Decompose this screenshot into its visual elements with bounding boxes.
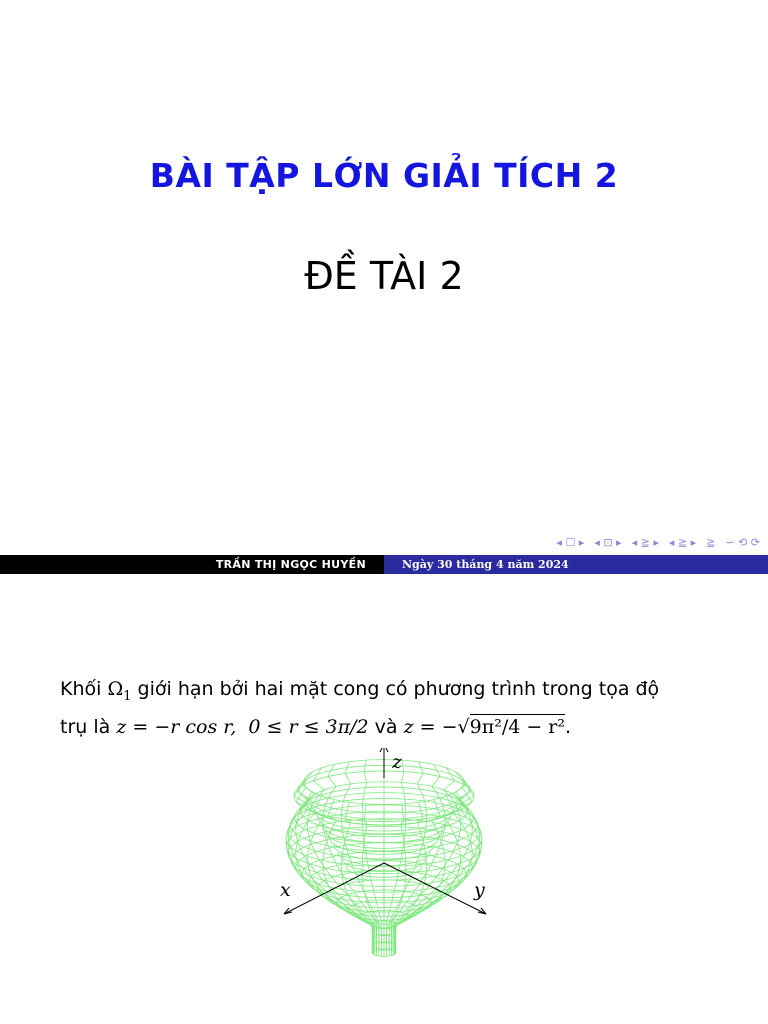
equation-surface-2-radicand: 9π²/4 − r² — [469, 715, 566, 738]
mesh-plot — [272, 748, 502, 968]
nav-section-icon[interactable]: ◂ ≧ ▸ — [631, 536, 659, 549]
equation-surface-2-prefix: z = − — [403, 715, 458, 738]
solid-mesh-figure — [272, 748, 502, 968]
beamer-navigation-bar — [556, 536, 760, 549]
mesh-wireframe — [286, 760, 482, 957]
text-segment: Khối — [60, 678, 108, 700]
nav-frame-icon[interactable]: ◂ ☐ ▸ — [556, 536, 585, 549]
presentation-subtitle: ĐỀ TÀI 2 — [304, 254, 464, 298]
text-segment: và — [368, 715, 404, 738]
equation-surface-1: z = −r cos r, — [116, 715, 237, 738]
x-axis-label: x — [280, 879, 291, 901]
footer-author: TRẦN THỊ NGỌC HUYỀN — [0, 555, 384, 574]
nav-subsection-icon[interactable]: ◂ ⊡ ▸ — [594, 536, 622, 549]
z-axis-label: z — [392, 751, 403, 773]
problem-statement: Khối $\Omega_1$ giới hạn bởi hai mặt cong có phương trình trong tọa độ trụ là z = −r cos r, 0 ≤ r ≤ 3π/2 và z = −√9π²/4 − r². — [60, 678, 660, 738]
text-segment: . — [565, 715, 572, 738]
slide-footer — [0, 555, 768, 574]
y-axis-label: y — [474, 879, 485, 901]
text-segment: trụ là — [60, 715, 117, 738]
text-segment: giới hạn bởi hai mặt cong có phương trình trong tọa độ — [131, 678, 660, 700]
content-slide — [0, 576, 768, 1024]
nav-subsection-list-icon[interactable]: ◂ ≧ ▸ — [668, 536, 697, 549]
nav-search-back-forward-icon[interactable]: ∽ ⟲ ⟳ — [725, 536, 760, 549]
equation-domain: 0 ≤ r ≤ 3π/2 — [248, 715, 369, 738]
omega-symbol: $\Omega_1$ — [107, 678, 132, 704]
presentation-title: BÀI TẬP LỚN GIẢI TÍCH 2 — [149, 156, 619, 195]
nav-outline-icon[interactable]: ≧ — [706, 536, 716, 549]
footer-date: Ngày 30 tháng 4 năm 2024 — [384, 555, 768, 574]
